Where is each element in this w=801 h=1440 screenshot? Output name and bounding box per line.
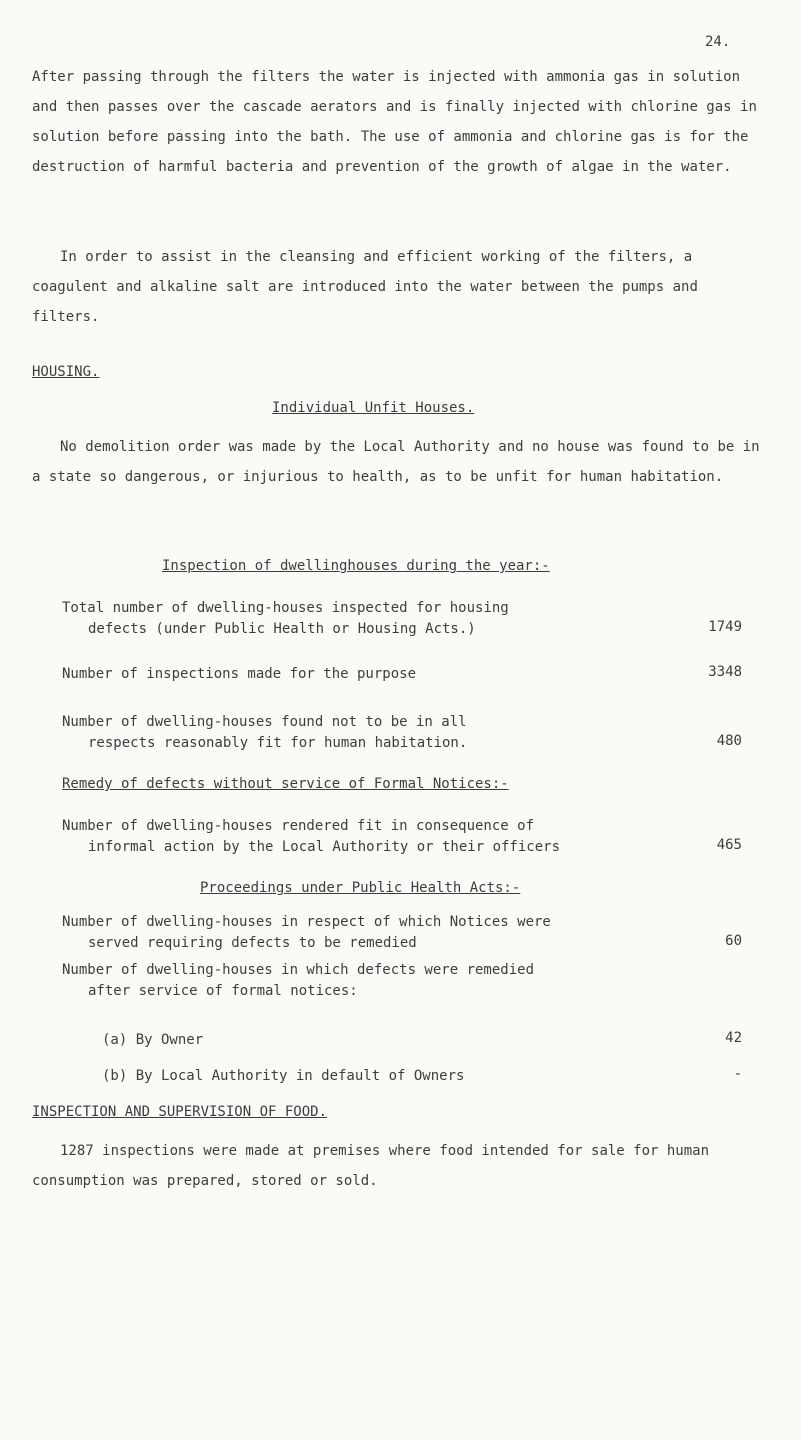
row-not-fit bbox=[62, 712, 742, 754]
row-label-line1: Total number of dwelling-houses inspected for housing bbox=[62, 600, 509, 616]
row-inspections-made bbox=[62, 664, 742, 685]
row-defects-remedied bbox=[62, 960, 742, 1002]
food-paragraph: 1287 inspections were made at premises where food intended for sale for human consumption was prepared, stored or sold. bbox=[32, 1143, 710, 1189]
row-label-line1: Number of dwelling-houses in which defects were remedied bbox=[62, 962, 535, 978]
row-by-local-authority bbox=[102, 1066, 742, 1087]
proceedings-title: Proceedings under Public Health Acts:- bbox=[200, 880, 521, 896]
page-number: 24. bbox=[705, 34, 731, 50]
row-label-line2: respects reasonably fit for human habitation. bbox=[88, 735, 468, 751]
row-value: - bbox=[733, 1066, 742, 1082]
row-label-line1: Number of dwelling-houses in respect of which Notices were bbox=[62, 914, 551, 930]
row-total-inspected bbox=[62, 598, 742, 640]
food-heading: INSPECTION AND SUPERVISION OF FOOD. bbox=[32, 1104, 328, 1120]
row-label-line2: informal action by the Local Authority or their officers bbox=[88, 839, 561, 855]
row-by-owner bbox=[102, 1030, 742, 1051]
row-label-line1: Number of inspections made for the purpose bbox=[62, 666, 417, 682]
row-value: 480 bbox=[716, 733, 742, 749]
row-label: (a) By Owner bbox=[102, 1032, 204, 1048]
unfit-houses-title: Individual Unfit Houses. bbox=[272, 400, 475, 416]
row-label-line2: defects (under Public Health or Housing Acts.) bbox=[88, 621, 476, 637]
row-value: 3348 bbox=[708, 664, 742, 680]
row-value: 1749 bbox=[708, 619, 742, 635]
row-label-line1: Number of dwelling-houses found not to be in all bbox=[62, 714, 467, 730]
row-label-line2: after service of formal notices: bbox=[88, 983, 358, 999]
row-value: 60 bbox=[725, 933, 742, 949]
inspection-title: Inspection of dwellinghouses during the year:- bbox=[162, 558, 550, 574]
row-label-line1: Number of dwelling-houses rendered fit in consequence of bbox=[62, 818, 535, 834]
housing-heading: HOUSING. bbox=[32, 364, 100, 380]
row-value: 42 bbox=[725, 1030, 742, 1046]
row-label-line2: served requiring defects to be remedied bbox=[88, 935, 417, 951]
row-value: 465 bbox=[716, 837, 742, 853]
paragraph-water-treatment: After passing through the filters the water is injected with ammonia gas in solution and then passes over the cascade aerators and is finally injected with chlorine gas in solution before passing into the bath. The use of ammonia and chlorine gas is for the destruction of harmful bacteria and prevention of the growth of algae in the water. bbox=[32, 69, 757, 175]
unfit-houses-paragraph: No demolition order was made by the Local Authority and no house was found to be in a state so dangerous, or injurious to health, as to be unfit for human habitation. bbox=[32, 439, 760, 485]
row-informal-action bbox=[62, 816, 742, 858]
row-notices-served bbox=[62, 912, 742, 954]
paragraph-coagulent: In order to assist in the cleansing and efficient working of the filters, a coagulent and alkaline salt are introduced into the water between the pumps and filters. bbox=[32, 249, 698, 325]
row-label: (b) By Local Authority in default of Owners bbox=[102, 1068, 465, 1084]
remedy-title: Remedy of defects without service of Formal Notices:- bbox=[62, 776, 509, 792]
